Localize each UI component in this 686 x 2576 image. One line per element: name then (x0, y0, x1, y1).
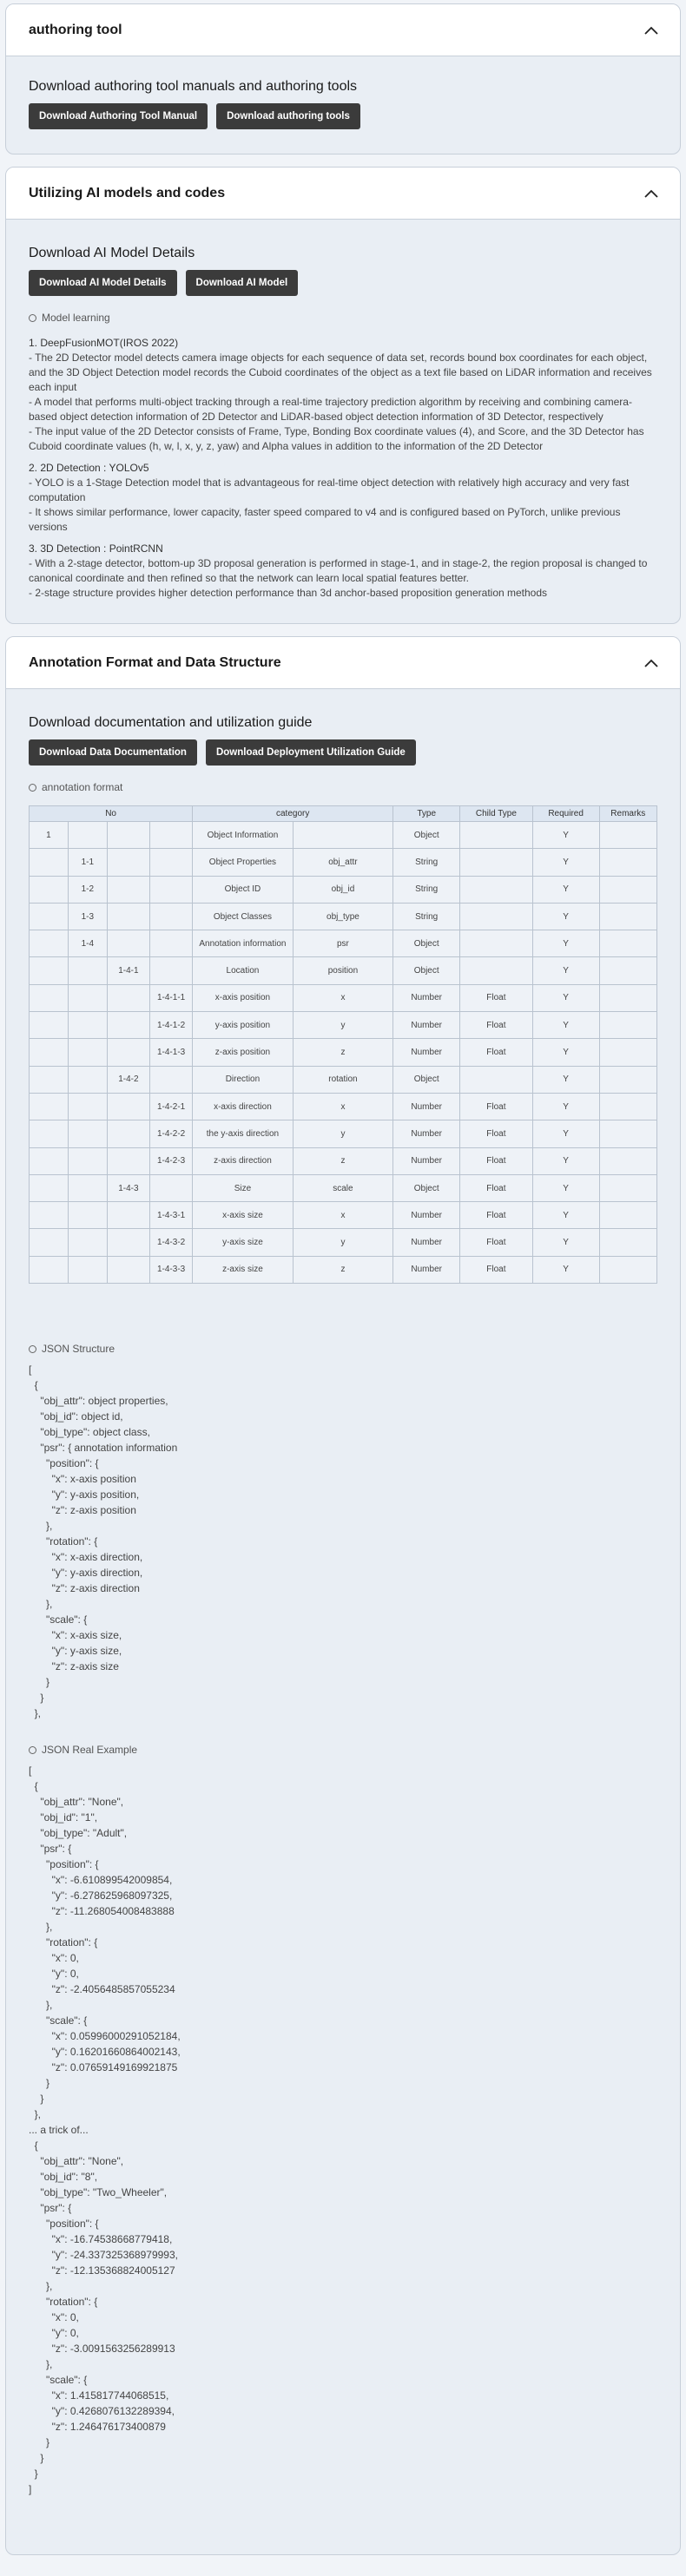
panel-title: authoring tool (29, 22, 122, 37)
table-cell (150, 930, 193, 957)
table-cell: Number (393, 984, 460, 1011)
table-cell: Y (532, 1066, 599, 1093)
section-label: annotation format (42, 781, 123, 793)
table-cell: Float (460, 1147, 532, 1174)
paragraph: - A model that performs multi-object tracking through a real-time trajectory prediction algorithm by receiving and combining camera-based object detection information of 2D Detector and LiDAR-based object detection information of 3D Detector, respectively (29, 396, 632, 423)
table-cell (30, 1066, 69, 1093)
table-cell (30, 1174, 69, 1201)
table-cell: 1-4-1-2 (150, 1012, 193, 1039)
ai-models-panel (5, 167, 681, 624)
table-cell (68, 1174, 107, 1201)
table-row (30, 984, 657, 1011)
table-cell (30, 1093, 69, 1120)
table-cell (68, 1039, 107, 1066)
table-row (30, 1039, 657, 1066)
table-row (30, 1012, 657, 1039)
table-cell: 1-3 (68, 903, 107, 930)
table-cell (68, 1012, 107, 1039)
table-cell: 1-4-3 (107, 1174, 149, 1201)
table-cell: Y (532, 930, 599, 957)
download-authoring-tools-button[interactable]: Download authoring tools (216, 103, 360, 129)
table-cell (599, 903, 656, 930)
table-cell: Direction (193, 1066, 294, 1093)
paragraph: - With a 2-stage detector, bottom-up 3D proposal generation is performed in stage-1, and in stage-2, the region proposal is changed to canonical coordinate and then refined so that the network can learn local spatial features better. (29, 557, 648, 584)
table-row (30, 1120, 657, 1147)
table-cell: y-axis position (193, 1012, 294, 1039)
table-cell (30, 1202, 69, 1229)
table-cell: Number (393, 1039, 460, 1066)
table-cell (30, 849, 69, 876)
column-header: Remarks (599, 806, 656, 822)
json-structure-code: [ { "obj_attr": object properties, "obj_id": object id, "obj_type": object class, "psr": { annotation information "position": { "x": x-axis position "y": y-axis position, "z": z-axis position }, "rotation": { "x": x-axis direction, "y": y-axis direction, "z": z-axis direction }, "scale": { "x": x-axis size, "y": y-axis size, "z": z-axis size } } }, (29, 1364, 178, 1720)
paragraph: - It shows similar performance, lower capacity, faster speed compared to v4 and is configured based on PyTorch, unlike previous versions (29, 506, 621, 533)
model-description (29, 336, 657, 601)
table-cell: x (293, 984, 393, 1011)
table-cell (30, 930, 69, 957)
table-cell: 1-4-2-1 (150, 1093, 193, 1120)
table-cell: Y (532, 1256, 599, 1283)
table-cell (599, 876, 656, 903)
table-row (30, 903, 657, 930)
authoring-tool-header[interactable] (6, 4, 680, 56)
table-cell: 1-4 (68, 930, 107, 957)
table-cell (30, 1120, 69, 1147)
table-cell: 1 (30, 822, 69, 849)
table-cell (150, 822, 193, 849)
table-cell (107, 1202, 149, 1229)
table-cell (599, 930, 656, 957)
table-cell: Float (460, 1202, 532, 1229)
table-cell: Number (393, 1120, 460, 1147)
table-cell (599, 1012, 656, 1039)
table-cell: z (293, 1147, 393, 1174)
table-cell: String (393, 876, 460, 903)
table-cell: x-axis direction (193, 1093, 294, 1120)
table-cell (30, 957, 69, 984)
table-cell: Float (460, 1229, 532, 1256)
table-cell: Y (532, 1012, 599, 1039)
table-cell (150, 903, 193, 930)
table-cell: Float (460, 1120, 532, 1147)
download-deployment-guide-button[interactable]: Download Deployment Utilization Guide (206, 739, 416, 766)
download-ai-model-details-button[interactable]: Download AI Model Details (29, 270, 177, 296)
table-cell: z-axis position (193, 1039, 294, 1066)
circle-bullet-icon (29, 314, 36, 322)
table-cell (460, 849, 532, 876)
table-cell (68, 1147, 107, 1174)
table-cell (68, 1229, 107, 1256)
table-cell: Y (532, 1174, 599, 1201)
table-row (30, 876, 657, 903)
table-cell (107, 1229, 149, 1256)
table-cell (460, 1066, 532, 1093)
table-cell: z (293, 1256, 393, 1283)
table-row (30, 1066, 657, 1093)
annotation-format-panel (5, 636, 681, 2555)
table-cell (150, 957, 193, 984)
table-row (30, 957, 657, 984)
table-cell (30, 984, 69, 1011)
table-cell (150, 849, 193, 876)
table-cell: obj_type (293, 903, 393, 930)
table-cell: z-axis size (193, 1256, 294, 1283)
table-cell (30, 1256, 69, 1283)
table-cell: Size (193, 1174, 294, 1201)
table-cell (107, 822, 149, 849)
table-cell: Object (393, 822, 460, 849)
table-cell: Object (393, 1066, 460, 1093)
table-cell: Object (393, 930, 460, 957)
table-cell (460, 903, 532, 930)
table-cell (107, 1256, 149, 1283)
annotation-format-header[interactable] (6, 637, 680, 689)
table-cell: 1-2 (68, 876, 107, 903)
table-cell: z (293, 1039, 393, 1066)
table-cell: Number (393, 1229, 460, 1256)
table-cell (599, 1229, 656, 1256)
table-cell (30, 1147, 69, 1174)
table-cell: Number (393, 1147, 460, 1174)
table-row (30, 849, 657, 876)
table-cell: psr (293, 930, 393, 957)
table-row (30, 930, 657, 957)
table-cell (30, 876, 69, 903)
table-cell: Object ID (193, 876, 294, 903)
table-row (30, 822, 657, 849)
table-cell: z-axis direction (193, 1147, 294, 1174)
table-cell: Y (532, 903, 599, 930)
section-label: Model learning (42, 312, 110, 324)
table-cell: y (293, 1012, 393, 1039)
table-cell: Float (460, 1174, 532, 1201)
table-cell: Float (460, 1039, 532, 1066)
table-cell (68, 1202, 107, 1229)
table-cell: 1-4-3-2 (150, 1229, 193, 1256)
table-cell: Object Properties (193, 849, 294, 876)
table-cell (599, 822, 656, 849)
paragraph: - The 2D Detector model detects camera image objects for each sequence of data set, records bound box coordinates for each object, and the 3D Object Detection model records the Cuboid coordinates of the object as a text file based on LiDAR information and receives each input (29, 352, 652, 393)
table-cell (599, 1093, 656, 1120)
table-cell: Y (532, 1039, 599, 1066)
table-cell: Number (393, 1202, 460, 1229)
paragraph: - YOLO is a 1-Stage Detection model that is advantageous for real-time object detection with relatively high accuracy and very fast computation (29, 476, 630, 503)
table-cell: Y (532, 984, 599, 1011)
json-example-code: [ { "obj_attr": "None", "obj_id": "1", "obj_type": "Adult", "psr": { "position": { "x": -6.610899542009854, "y": -6.278625968097325, "z": -11.268054008483888 }, "rotation": { "x": 0, "y": 0, "z": -2.4056485857055234 }, "scale": { "x": 0.05996000291052184, "y": 0.16201660864002143, "z": 0.07659149169921875 } } }, ... a trick of... { "obj_attr": "None", "obj_id": "8", "obj_type": "Two_Wheeler", "psr": { "position": { "x": -16.74538668779418, "y": -24.337325368979993, "z": -12.135368824005127 }, "rotation": { "x": 0, "y": 0, "z": -3.0091563256289913 }, "scale": { "x": 1.415817744068515, "y": 0.4268076132289394, "z": 1.246476173400879 } } } ] (29, 1764, 181, 2496)
table-cell (599, 984, 656, 1011)
table-cell (460, 822, 532, 849)
table-cell: x-axis size (193, 1202, 294, 1229)
table-row (30, 1147, 657, 1174)
authoring-tool-panel (5, 3, 681, 154)
table-cell: rotation (293, 1066, 393, 1093)
table-cell (107, 1147, 149, 1174)
table-cell (150, 1066, 193, 1093)
table-cell: Y (532, 1229, 599, 1256)
table-cell: Float (460, 1256, 532, 1283)
column-header: Child Type (460, 806, 532, 822)
table-cell: y (293, 1120, 393, 1147)
table-cell: obj_attr (293, 849, 393, 876)
table-cell: Y (532, 1147, 599, 1174)
table-cell: Y (532, 1093, 599, 1120)
ai-models-header[interactable] (6, 168, 680, 220)
table-cell (68, 1066, 107, 1093)
column-header: No (30, 806, 193, 822)
paragraph: - 2-stage structure provides higher detection performance than 3d anchor-based proposition generation methods (29, 587, 548, 599)
json-example-label: JSON Real Example (42, 1744, 138, 1757)
chevron-up-icon[interactable] (642, 21, 661, 40)
table-cell: Object (393, 1174, 460, 1201)
column-header: category (193, 806, 393, 822)
table-cell: Y (532, 1120, 599, 1147)
table-cell (107, 1093, 149, 1120)
table-cell (150, 876, 193, 903)
paragraph: 3. 3D Detection : PointRCNN (29, 542, 163, 555)
table-row (30, 1256, 657, 1283)
table-cell: Annotation information (193, 930, 294, 957)
annotation-format-table (29, 805, 657, 1284)
table-cell (107, 1012, 149, 1039)
table-cell (107, 1039, 149, 1066)
column-header: Type (393, 806, 460, 822)
table-cell: x (293, 1202, 393, 1229)
table-cell: Number (393, 1012, 460, 1039)
table-cell (30, 903, 69, 930)
table-cell (68, 984, 107, 1011)
table-cell: 1-4-1 (107, 957, 149, 984)
table-cell: 1-4-1-3 (150, 1039, 193, 1066)
table-cell (107, 903, 149, 930)
table-cell: y-axis size (193, 1229, 294, 1256)
table-cell (460, 876, 532, 903)
table-cell: Y (532, 957, 599, 984)
download-authoring-tool-manual-button[interactable]: Download Authoring Tool Manual (29, 103, 208, 129)
circle-bullet-icon (29, 1746, 36, 1754)
column-header: Required (532, 806, 599, 822)
table-cell (107, 849, 149, 876)
table-cell: Object (393, 957, 460, 984)
panel-title: Annotation Format and Data Structure (29, 654, 281, 670)
table-cell (107, 1120, 149, 1147)
section-subtitle: Download authoring tool manuals and authoring tools (29, 79, 358, 94)
table-cell (599, 957, 656, 984)
table-cell (150, 1174, 193, 1201)
table-row (30, 1202, 657, 1229)
table-cell: String (393, 849, 460, 876)
section-subtitle: Download documentation and utilization guide (29, 715, 313, 730)
table-cell: x (293, 1093, 393, 1120)
table-row (30, 1229, 657, 1256)
table-cell (107, 876, 149, 903)
table-cell: Y (532, 849, 599, 876)
table-cell: 1-4-3-3 (150, 1256, 193, 1283)
json-structure-label: JSON Structure (42, 1343, 115, 1356)
table-cell (599, 1039, 656, 1066)
paragraph: 1. DeepFusionMOT(IROS 2022) (29, 337, 179, 349)
table-cell (30, 1229, 69, 1256)
download-ai-model-button[interactable]: Download AI Model (186, 270, 299, 296)
table-cell: x-axis position (193, 984, 294, 1011)
table-cell: Location (193, 957, 294, 984)
circle-bullet-icon (29, 784, 36, 792)
panel-title: Utilizing AI models and codes (29, 185, 226, 200)
table-cell: Number (393, 1256, 460, 1283)
table-cell: Object Information (193, 822, 294, 849)
table-cell: Y (532, 876, 599, 903)
section-subtitle: Download AI Model Details (29, 246, 195, 260)
table-cell: 1-4-2 (107, 1066, 149, 1093)
table-row (30, 1174, 657, 1201)
table-cell (293, 822, 393, 849)
table-cell (599, 1066, 656, 1093)
table-cell: 1-1 (68, 849, 107, 876)
table-cell (30, 1039, 69, 1066)
paragraph: 2. 2D Detection : YOLOv5 (29, 462, 149, 474)
table-cell: Y (532, 822, 599, 849)
download-data-documentation-button[interactable]: Download Data Documentation (29, 739, 197, 766)
table-cell: Float (460, 1012, 532, 1039)
table-cell (599, 1174, 656, 1201)
table-cell (599, 1256, 656, 1283)
table-cell (107, 930, 149, 957)
circle-bullet-icon (29, 1345, 36, 1353)
chevron-up-icon[interactable] (642, 184, 661, 203)
table-cell: Y (532, 1202, 599, 1229)
table-cell: 1-4-2-3 (150, 1147, 193, 1174)
chevron-up-icon[interactable] (642, 654, 661, 673)
table-cell (68, 1093, 107, 1120)
table-cell (599, 1202, 656, 1229)
table-cell: scale (293, 1174, 393, 1201)
table-cell: 1-4-2-2 (150, 1120, 193, 1147)
table-cell: Float (460, 1093, 532, 1120)
table-cell (30, 1012, 69, 1039)
table-cell: 1-4-1-1 (150, 984, 193, 1011)
table-cell: position (293, 957, 393, 984)
table-cell (68, 957, 107, 984)
table-cell: y (293, 1229, 393, 1256)
table-row (30, 1093, 657, 1120)
table-cell (460, 957, 532, 984)
table-cell: Float (460, 984, 532, 1011)
table-cell (599, 849, 656, 876)
table-cell (460, 930, 532, 957)
table-cell (68, 1120, 107, 1147)
table-cell: Object Classes (193, 903, 294, 930)
table-cell: the y-axis direction (193, 1120, 294, 1147)
table-cell (68, 822, 107, 849)
table-cell: String (393, 903, 460, 930)
table-cell: Number (393, 1093, 460, 1120)
table-cell (68, 1256, 107, 1283)
paragraph: - The input value of the 2D Detector consists of Frame, Type, Bonding Box coordinate values (4), and Score, and the 3D Detector has Cuboid coordinate values (h, w, l, x, y, z, yaw) and Alpha values in addition to the information of the 2D Detector (29, 425, 644, 452)
table-cell (599, 1147, 656, 1174)
table-cell (107, 984, 149, 1011)
table-cell: obj_id (293, 876, 393, 903)
table-cell: 1-4-3-1 (150, 1202, 193, 1229)
table-cell (599, 1120, 656, 1147)
